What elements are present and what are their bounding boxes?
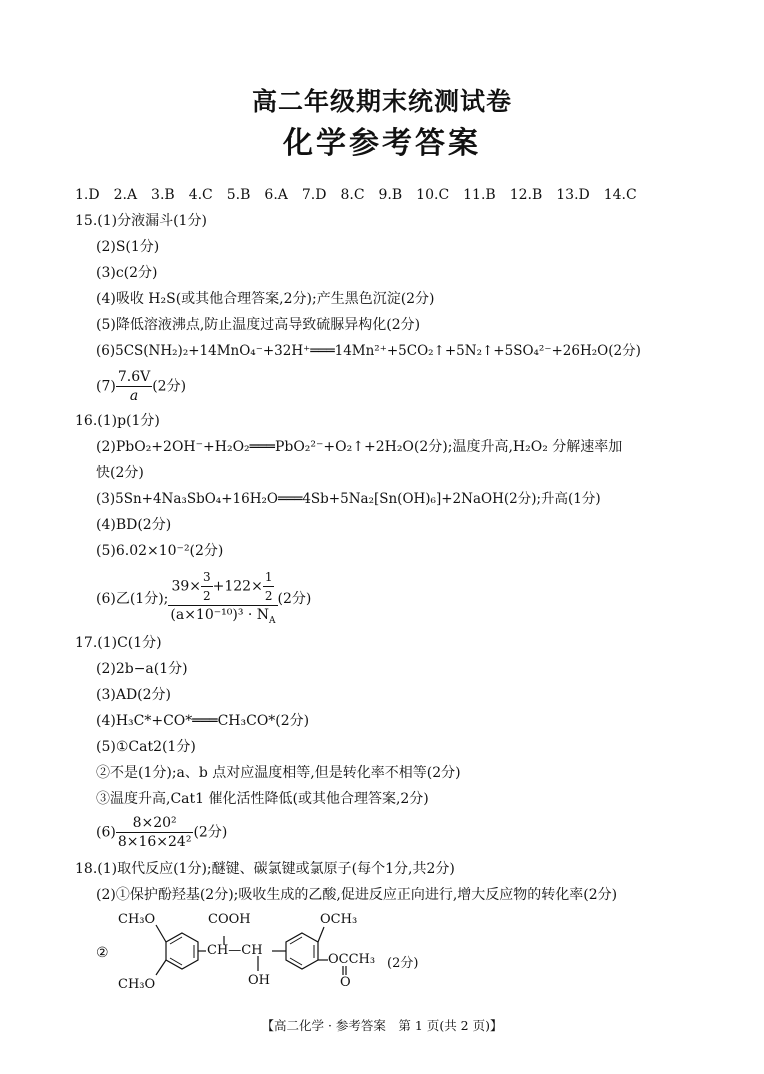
- density-numerator: [168, 568, 277, 606]
- q18-line-2: (2)①保护酚羟基(2分);吸收生成的乙酸,促进反应正向进行,增大反应物的转化率(2分): [96, 887, 618, 903]
- fraction-numerator: 7.6V: [117, 369, 151, 385]
- q15-line-6: (6)5CS(NH₂)₂+14MnO₄⁻+32H⁺═══14Mn²⁺+5CO₂↑+5N₂↑+5SO₄²⁻+26H₂O(2分): [96, 343, 641, 359]
- q18-structure-label: ②: [96, 945, 109, 961]
- small-fraction-denominator: 2: [264, 589, 273, 603]
- q17-8-fraction: [116, 814, 194, 851]
- q16-6-suffix: (2分): [277, 590, 312, 607]
- denominator-text: (a×10⁻¹⁰)³ · N: [170, 607, 270, 623]
- q15-line-5: (5)降低溶液沸点,防止温度过高导致硫脲异构化(2分): [96, 317, 421, 333]
- density-denominator: [168, 606, 277, 630]
- fraction-numerator: 8×20²: [116, 814, 194, 833]
- carbonyl-oxygen: O: [340, 975, 351, 990]
- methoxy-top-left: CH₃O: [118, 912, 156, 927]
- hydroxyl-group: OH: [248, 973, 270, 988]
- document-subtitle: 化学参考答案: [283, 126, 481, 161]
- q16-line-2b: 快(2分): [96, 465, 144, 481]
- q17-line-1: 17.(1)C(1分): [75, 635, 162, 651]
- q17-line-8: [96, 814, 227, 851]
- methoxy-bottom-left: CH₃O: [118, 977, 156, 992]
- fraction-denominator: 8×16×24²: [117, 834, 192, 850]
- small-fraction-denominator: 2: [203, 589, 211, 603]
- q17-line-7: ③温度升高,Cat1 催化活性降低(或其他合理答案,2分): [96, 791, 429, 807]
- numerator-term-1: 39×: [171, 578, 201, 595]
- q15-line-7: [96, 368, 186, 405]
- small-fraction-2: [263, 568, 275, 605]
- q15-line-3: (3)c(2分): [96, 265, 158, 281]
- chain-ch-ch: CH—CH: [207, 943, 263, 958]
- left-benzene-ring: [166, 933, 198, 969]
- q15-line-1: 15.(1)分液漏斗(1分): [75, 213, 207, 229]
- multiple-choice-answers: 1.D 2.A 3.B 4.C 5.B 6.A 7.D 8.C 9.B 10.C 11.B 12.B 13.D 14.C: [75, 187, 637, 203]
- denominator-subscript: A: [269, 615, 276, 626]
- right-benzene-ring: [286, 933, 318, 969]
- q15-line-4: (4)吸收 H₂S(或其他合理答案,2分);产生黑色沉淀(2分): [96, 291, 435, 307]
- document-title: 高二年级期末统测试卷: [251, 87, 512, 116]
- density-fraction: [168, 568, 277, 630]
- structure-score: (2分): [387, 956, 419, 971]
- q15-line-2: (2)S(1分): [96, 239, 160, 255]
- small-fraction-numerator: 3: [201, 568, 213, 587]
- q16-line-5: (5)6.02×10⁻²(2分): [96, 543, 224, 559]
- page-footer: 【高二化学 · 参考答案 第 1 页(共 2 页)】: [261, 1018, 503, 1033]
- chemical-structure: [110, 905, 440, 995]
- q17-8-suffix: (2分): [193, 824, 228, 841]
- methoxy-top-right: OCH₃: [320, 912, 358, 927]
- q18-line-1: 18.(1)取代反应(1分);醚键、碳氯键或氯原子(每个1分,共2分): [75, 861, 455, 877]
- q15-7-prefix: (7): [96, 378, 116, 395]
- q17-8-prefix: (6): [96, 824, 116, 841]
- q17-line-5: (5)①Cat2(1分): [96, 739, 196, 755]
- q16-line-4: (4)BD(2分): [96, 517, 172, 533]
- q17-line-4: (4)H₃C*+CO*═══CH₃CO*(2分): [96, 713, 310, 729]
- q17-line-6: ②不是(1分);a、b 点对应温度相等,但是转化率不相等(2分): [96, 765, 461, 781]
- q17-line-3: (3)AD(2分): [96, 687, 171, 703]
- small-fraction-numerator: 1: [263, 568, 275, 587]
- q16-line-2: (2)PbO₂+2OH⁻+H₂O₂═══PbO₂²⁻+O₂↑+2H₂O(2分);温度升高,H₂O₂ 分解速率加: [96, 439, 623, 455]
- q15-7-suffix: (2分): [152, 378, 187, 395]
- q15-7-fraction: [116, 368, 152, 405]
- q17-line-2: (2)2b−a(1分): [96, 661, 188, 677]
- acetate-group: OCCH₃: [328, 952, 376, 967]
- q16-line-1: 16.(1)p(1分): [75, 413, 160, 429]
- numerator-term-2: +122×: [212, 578, 263, 595]
- q16-6-prefix: (6)乙(1分);: [96, 590, 169, 607]
- carboxyl-group: COOH: [208, 912, 251, 927]
- q16-line-6: [96, 568, 311, 630]
- small-fraction-1: [201, 568, 213, 605]
- q16-line-3: (3)5Sn+4Na₃SbO₄+16H₂O═══4Sb+5Na₂[Sn(OH)₆]+2NaOH(2分);升高(1分): [96, 491, 601, 507]
- fraction-denominator: a: [129, 388, 139, 404]
